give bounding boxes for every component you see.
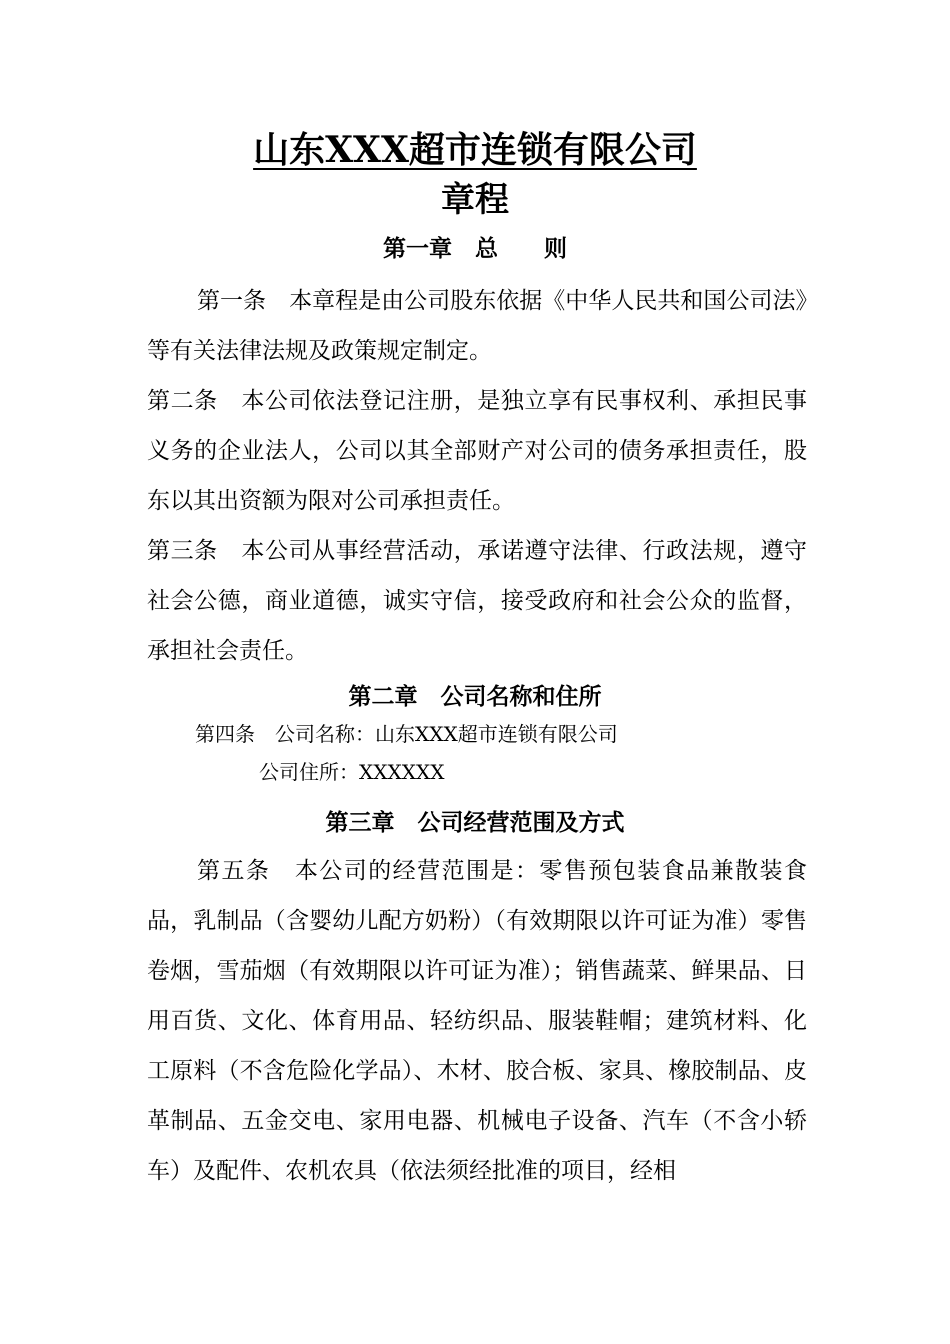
article-3: 第三条 本公司从事经营活动，承诺遵守法律、行政法规，遵守社会公德，商业道德，诚实守信，接受政府和社会公众的监督，承担社会责任。 (147, 538, 807, 664)
document-title-text: 山东XXX超市连锁有限公司 (253, 129, 697, 171)
chapter-3-heading: 第三章 公司经营范围及方式 (325, 809, 625, 836)
article-2: 第二条 本公司依法登记注册，是独立享有民事权利、承担民事义务的企业法人，公司以其全部财产对公司的债务承担责任，股东以其出资额为限对公司承担责任。 (147, 388, 807, 514)
article-4-company-name: 第四条 公司名称：山东XXX超市连锁有限公司 (195, 722, 618, 746)
article-1: 第一条 本章程是由公司股东依据《中华人民共和国公司法》等有关法律法规及政策规定制定。 (147, 288, 807, 364)
chapter-1-heading: 第一章 总 则 (383, 235, 567, 262)
chapter-2-heading: 第二章 公司名称和住所 (348, 683, 602, 710)
document-title (0, 128, 950, 172)
article-4-company-address: 公司住所：XXXXXX (259, 760, 445, 784)
article-5: 第五条 本公司的经营范围是：零售预包装食品兼散装食品，乳制品（含婴幼儿配方奶粉）（有效期限以许可证为准）零售卷烟，雪茄烟（有效期限以许可证为准）；销售蔬菜、鲜果品、日用百货、文化、体育用品、轻纺织品、服装鞋帽；建筑材料、化工原料（不含危险化学品）、木材、胶合板、家具、橡胶制品、皮革制品、五金交电、家用电器、机械电子设备、汽车（不含小轿车）及配件、农机农具（依法须经批准的项目，经相 (147, 858, 807, 1184)
document-subtitle: 章程 (441, 180, 509, 220)
